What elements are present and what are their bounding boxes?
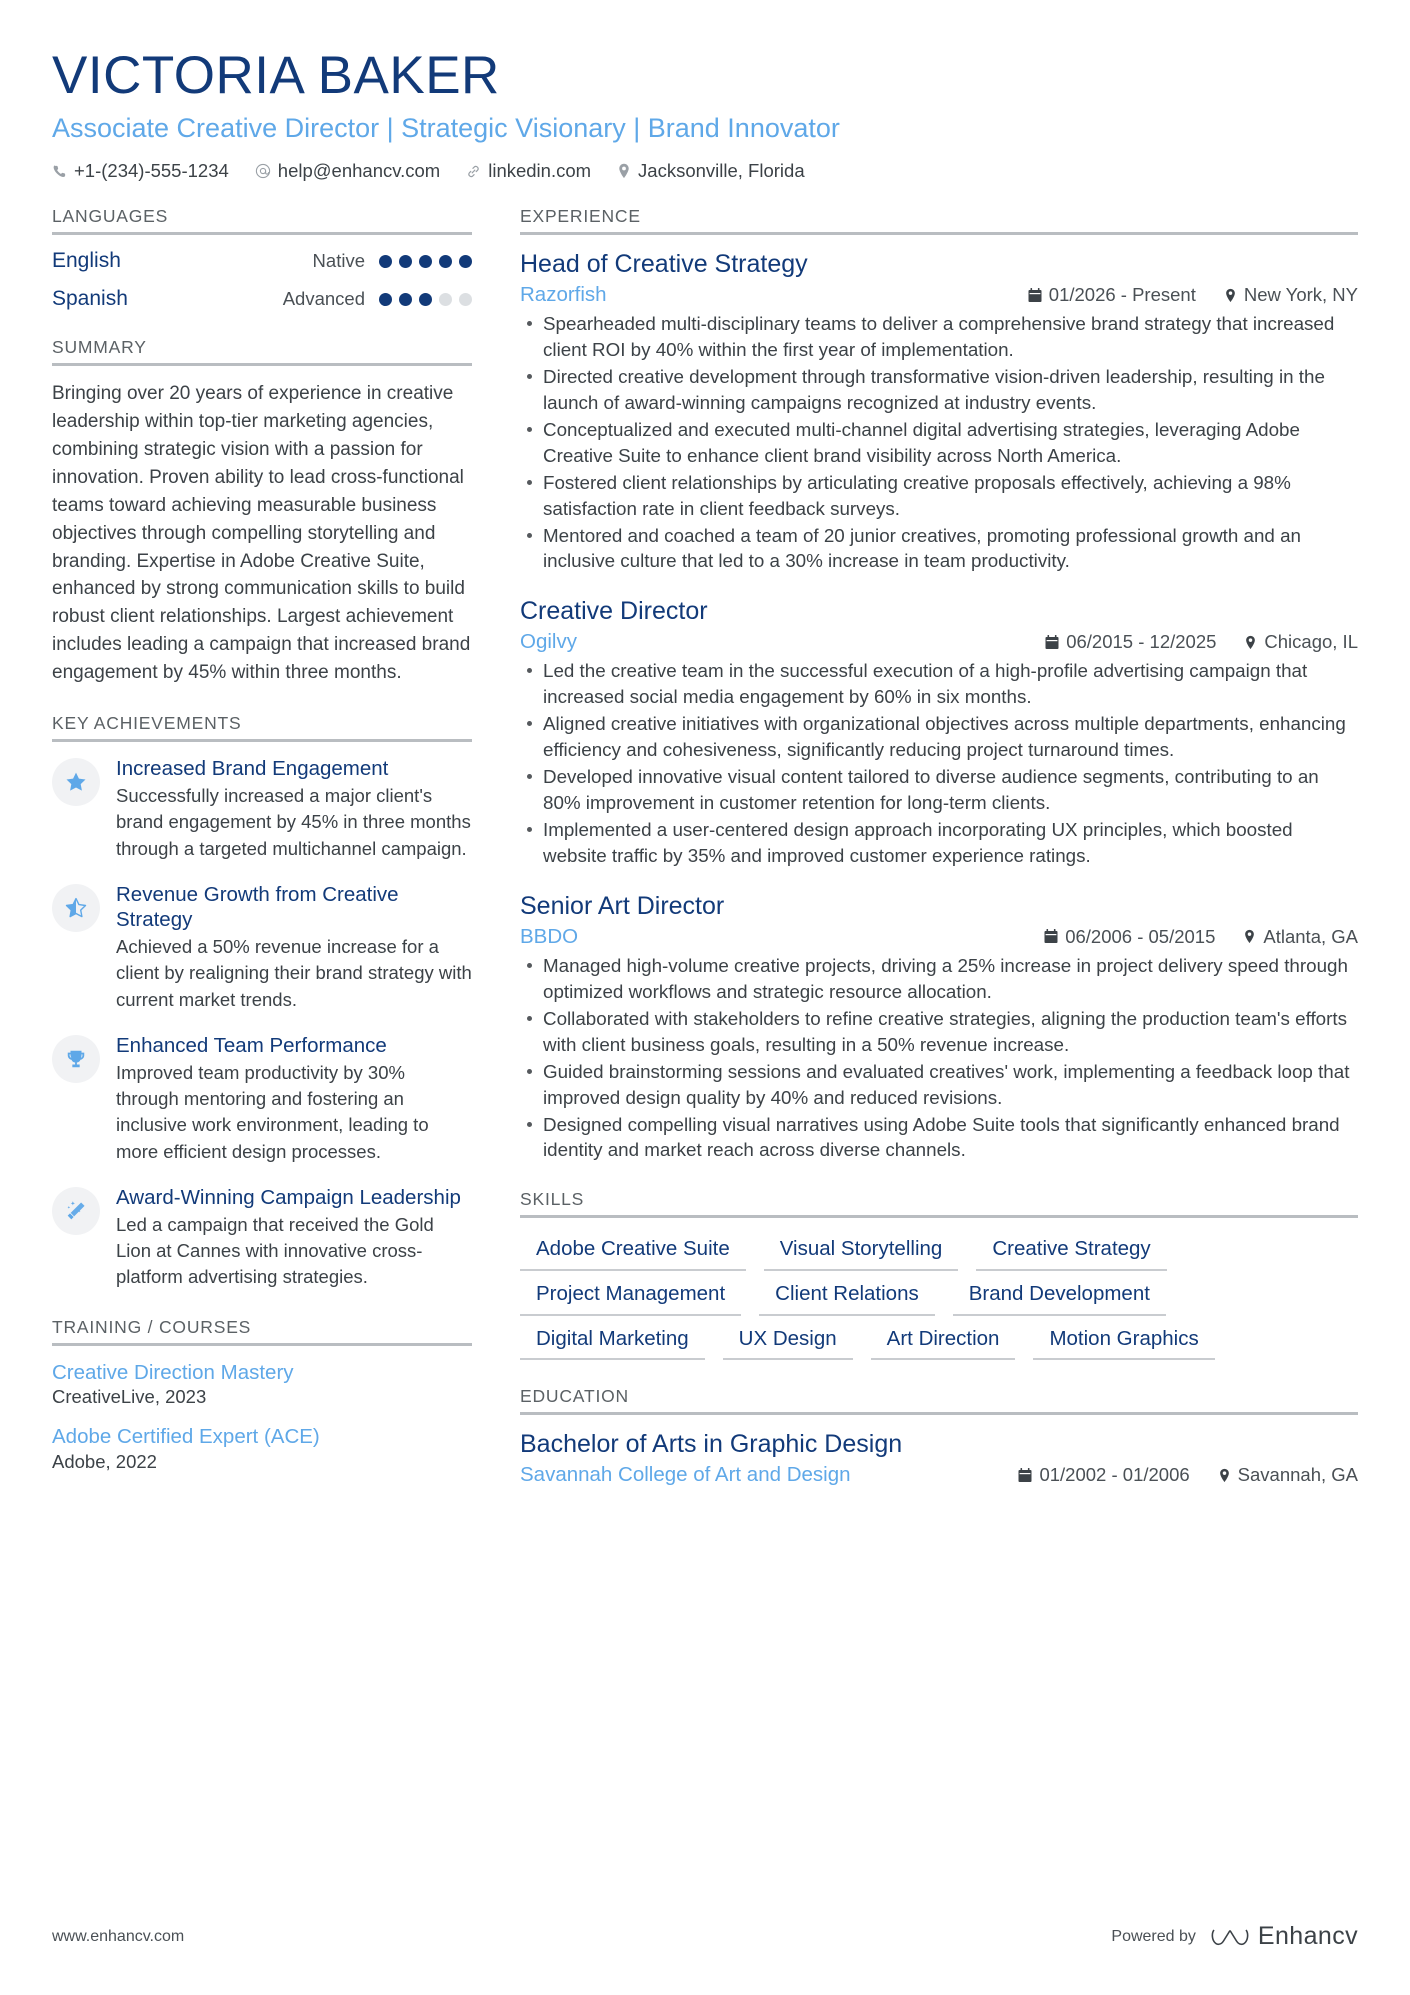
language-item [52, 249, 472, 273]
location-icon [1243, 929, 1256, 944]
link-icon [466, 164, 481, 179]
skill-chip: Creative Strategy [976, 1232, 1166, 1271]
powered-by-block [1111, 1922, 1358, 1951]
footer-website[interactable]: www.enhancv.com [52, 1927, 185, 1945]
achievement-body [116, 756, 472, 862]
section-rule [52, 1343, 472, 1346]
section-title-summary: SUMMARY [52, 337, 147, 358]
course-title[interactable]: Creative Direction Mastery [52, 1360, 294, 1384]
candidate-headline: Associate Creative Director | Strategic Visionary | Brand Innovator [52, 112, 840, 143]
job-title: Senior Art Director [520, 891, 725, 920]
job-bullet: Aligned creative initiatives with organizational objectives across multiple departments, enhancing efficiency and cohesiveness, significantly reducing project turnaround times. [520, 711, 1358, 763]
job-location-text: Chicago, IL [1264, 631, 1358, 653]
star-filled-icon [52, 758, 100, 806]
contact-phone-text: +1-(234)-555-1234 [74, 160, 229, 182]
location-icon [1224, 288, 1237, 303]
skill-chip: Motion Graphics [1033, 1322, 1214, 1361]
education-dates-text: 01/2002 - 01/2006 [1039, 1464, 1190, 1486]
powered-by-label: Powered by [1111, 1927, 1196, 1945]
section-rule [52, 363, 472, 366]
section-title-achievements: KEY ACHIEVEMENTS [52, 713, 242, 734]
rating-dot-filled [399, 255, 412, 268]
contact-location-text: Jacksonville, Florida [638, 160, 805, 182]
job-bullet: Developed innovative visual content tailored to diverse audience segments, contributing to an 80% improvement in customer retention for long-term clients. [520, 764, 1358, 816]
job-meta [520, 283, 1358, 307]
location-icon [1244, 635, 1257, 650]
education-meta [520, 1463, 1358, 1487]
phone-icon [52, 164, 67, 179]
job-location-text: Atlanta, GA [1263, 925, 1358, 947]
achievement-item [52, 756, 472, 862]
education-location-text: Savannah, GA [1237, 1464, 1358, 1486]
experience-item [520, 891, 1358, 1164]
trophy-icon [52, 1035, 100, 1083]
achievement-body [116, 1185, 472, 1291]
education-school[interactable]: Savannah College of Art and Design [520, 1463, 851, 1487]
course-item [52, 1424, 472, 1473]
language-name: English [52, 249, 121, 273]
job-title: Creative Director [520, 597, 708, 626]
section-skills [520, 1189, 1358, 1360]
location-icon [617, 163, 631, 179]
skills-list [520, 1232, 1358, 1360]
job-bullet: Guided brainstorming sessions and evaluated creatives' work, implementing a feedback loop that improved design quality by 40% and reduced revisions. [520, 1059, 1358, 1111]
achievement-title: Enhanced Team Performance [116, 1033, 387, 1057]
language-rating [379, 293, 472, 306]
contact-email[interactable] [255, 160, 440, 182]
enhancv-logo [1210, 1922, 1358, 1951]
job-location [1224, 284, 1358, 306]
achievement-item [52, 1185, 472, 1291]
calendar-icon [1018, 1468, 1032, 1483]
section-achievements [52, 713, 472, 1290]
achievement-body [116, 1033, 472, 1165]
contact-link[interactable] [466, 160, 591, 182]
achievement-description: Successfully increased a major client's brand engagement by 45% in three months through a targeted multichannel campaign. [116, 785, 471, 859]
contact-location [617, 160, 805, 182]
job-dates [1044, 926, 1215, 948]
skill-chip: Brand Development [953, 1277, 1166, 1316]
rating-dot-filled [439, 255, 452, 268]
rating-dot-filled [459, 255, 472, 268]
job-bullet: Spearheaded multi-disciplinary teams to deliver a comprehensive brand strategy that increased client ROI by 40% within the first year of implementation. [520, 311, 1358, 363]
email-icon [255, 163, 271, 179]
job-bullet: Fostered client relationships by articulating creative proposals effectively, achieving a 98% satisfaction rate in client feedback surveys. [520, 470, 1358, 522]
job-location [1243, 926, 1358, 948]
experience-item [520, 596, 1358, 869]
job-meta [520, 925, 1358, 949]
education-dates [1018, 1464, 1189, 1486]
contact-row [52, 160, 1358, 182]
job-bullet: Collaborated with stakeholders to refine creative strategies, aligning the production team's efforts with client business goals, resulting in a 50% revenue increase. [520, 1006, 1358, 1058]
section-title-skills: SKILLS [520, 1189, 585, 1210]
section-languages [52, 206, 472, 311]
achievement-description: Improved team productivity by 30% through mentoring and fostering an inclusive work environment, leading to more efficient design processes. [116, 1061, 429, 1162]
section-rule [520, 1412, 1358, 1415]
job-bullets [520, 658, 1358, 869]
contact-link-text: linkedin.com [488, 160, 592, 182]
rating-dot-empty [439, 293, 452, 306]
education-item [520, 1429, 1358, 1487]
section-title-experience: EXPERIENCE [520, 206, 641, 227]
skill-chip: Visual Storytelling [764, 1232, 959, 1271]
language-item [52, 287, 472, 311]
achievement-title: Revenue Growth from Creative Strategy [116, 882, 399, 931]
job-dates [1028, 284, 1196, 306]
resume-columns [52, 206, 1358, 1513]
course-title[interactable]: Adobe Certified Expert (ACE) [52, 1425, 320, 1449]
experience-item [520, 249, 1358, 574]
achievement-description: Achieved a 50% revenue increase for a client by realigning their brand strategy with current market trends. [116, 935, 472, 1010]
job-bullets [520, 311, 1358, 574]
rating-dot-filled [379, 255, 392, 268]
language-name: Spanish [52, 287, 128, 311]
section-rule [520, 232, 1358, 235]
section-training [52, 1317, 472, 1473]
skill-chip: Client Relations [759, 1277, 935, 1316]
calendar-icon [1028, 288, 1042, 303]
job-bullet: Directed creative development through transformative vision-driven leadership, resulting in the launch of award-winning campaigns recognized at industry events. [520, 364, 1358, 416]
achievement-title: Increased Brand Engagement [116, 757, 389, 781]
job-bullet: Managed high-volume creative projects, driving a 25% increase in project delivery speed through optimized workflows and strategic resource allocation. [520, 953, 1358, 1005]
job-title: Head of Creative Strategy [520, 250, 808, 279]
section-title-languages: LANGUAGES [52, 206, 169, 227]
achievement-title: Award-Winning Campaign Leadership [116, 1185, 461, 1209]
achievement-item [52, 1033, 472, 1165]
rating-dot-filled [419, 293, 432, 306]
job-bullets [520, 953, 1358, 1164]
section-experience [520, 206, 1358, 1163]
skill-chip: Digital Marketing [520, 1322, 705, 1361]
section-title-education: EDUCATION [520, 1386, 629, 1407]
skill-chip: UX Design [723, 1322, 853, 1361]
magic-wand-icon [52, 1187, 100, 1235]
section-rule [52, 739, 472, 742]
calendar-icon [1044, 929, 1058, 944]
achievement-item [52, 882, 472, 1013]
language-level: Advanced [282, 288, 365, 310]
section-title-training: TRAINING / COURSES [52, 1316, 252, 1337]
location-icon [1218, 1468, 1231, 1483]
job-bullet: Mentored and coached a team of 20 junior creatives, promoting professional growth and an inclusive culture that led to a 30% increase in team productivity. [520, 523, 1358, 575]
enhancv-wordmark: Enhancv [1257, 1922, 1358, 1950]
left-column [52, 206, 472, 1499]
rating-dot-filled [379, 293, 392, 306]
skill-chip: Project Management [520, 1277, 741, 1316]
job-dates-text: 01/2026 - Present [1048, 284, 1196, 306]
skill-chip: Art Direction [871, 1322, 1016, 1361]
job-bullet: Led the creative team in the successful execution of a high-profile advertising campaign that increased social media engagement by 60% in six months. [520, 658, 1358, 710]
section-rule [52, 232, 472, 235]
contact-email-text: help@enhancv.com [277, 160, 441, 182]
achievement-body [116, 882, 472, 1013]
calendar-icon [1045, 635, 1059, 650]
section-summary [52, 337, 472, 687]
candidate-name: VICTORIA BAKER [52, 46, 500, 105]
rating-dot-filled [419, 255, 432, 268]
star-half-icon [52, 884, 100, 932]
language-rating [379, 255, 472, 268]
rating-dot-empty [459, 293, 472, 306]
contact-phone[interactable] [52, 160, 229, 182]
course-meta: Adobe, 2022 [52, 1450, 157, 1472]
job-location-text: New York, NY [1243, 284, 1358, 306]
job-company[interactable]: Ogilvy [520, 630, 577, 654]
job-dates-text: 06/2015 - 12/2025 [1066, 631, 1217, 653]
job-meta [520, 630, 1358, 654]
rating-dot-filled [399, 293, 412, 306]
summary-text: Bringing over 20 years of experience in creative leadership within top-tier marketing agencies, combining strategic vision with a passion for innovation. Proven ability to lead cross-functional teams toward achieving measurable business objectives through compelling storytelling and branding. Expertise in Adobe Creative Suite, enhanced by strong communication skills to build robust client relationships. Largest achievement includes leading a campaign that increased brand engagement by 45% within three months. [52, 383, 471, 684]
job-company[interactable]: Razorfish [520, 283, 607, 307]
education-location [1218, 1464, 1358, 1486]
course-item [52, 1360, 472, 1409]
job-bullet: Designed compelling visual narratives using Adobe Suite tools that significantly enhanced brand identity and market reach across diverse channels. [520, 1112, 1358, 1164]
skill-chip: Adobe Creative Suite [520, 1232, 746, 1271]
section-education [520, 1386, 1358, 1487]
resume-header [52, 48, 1358, 182]
right-column [520, 206, 1358, 1513]
job-bullet: Implemented a user-centered design approach incorporating UX principles, which boosted website traffic by 35% and improved customer experience ratings. [520, 817, 1358, 869]
job-dates-text: 06/2006 - 05/2015 [1065, 925, 1216, 947]
job-location [1244, 631, 1358, 653]
page-footer [52, 1922, 1358, 1951]
job-dates [1045, 631, 1216, 653]
job-company[interactable]: BBDO [520, 924, 579, 948]
course-meta: CreativeLive, 2023 [52, 1386, 207, 1408]
section-rule [520, 1215, 1358, 1218]
education-degree: Bachelor of Arts in Graphic Design [520, 1430, 903, 1459]
achievement-description: Led a campaign that received the Gold Lion at Cannes with innovative cross-platform advertising strategies. [116, 1213, 434, 1288]
job-bullet: Conceptualized and executed multi-channel digital advertising strategies, leveraging Adobe Creative Suite to enhance client brand visibility across North America. [520, 417, 1358, 469]
language-level: Native [312, 250, 365, 272]
